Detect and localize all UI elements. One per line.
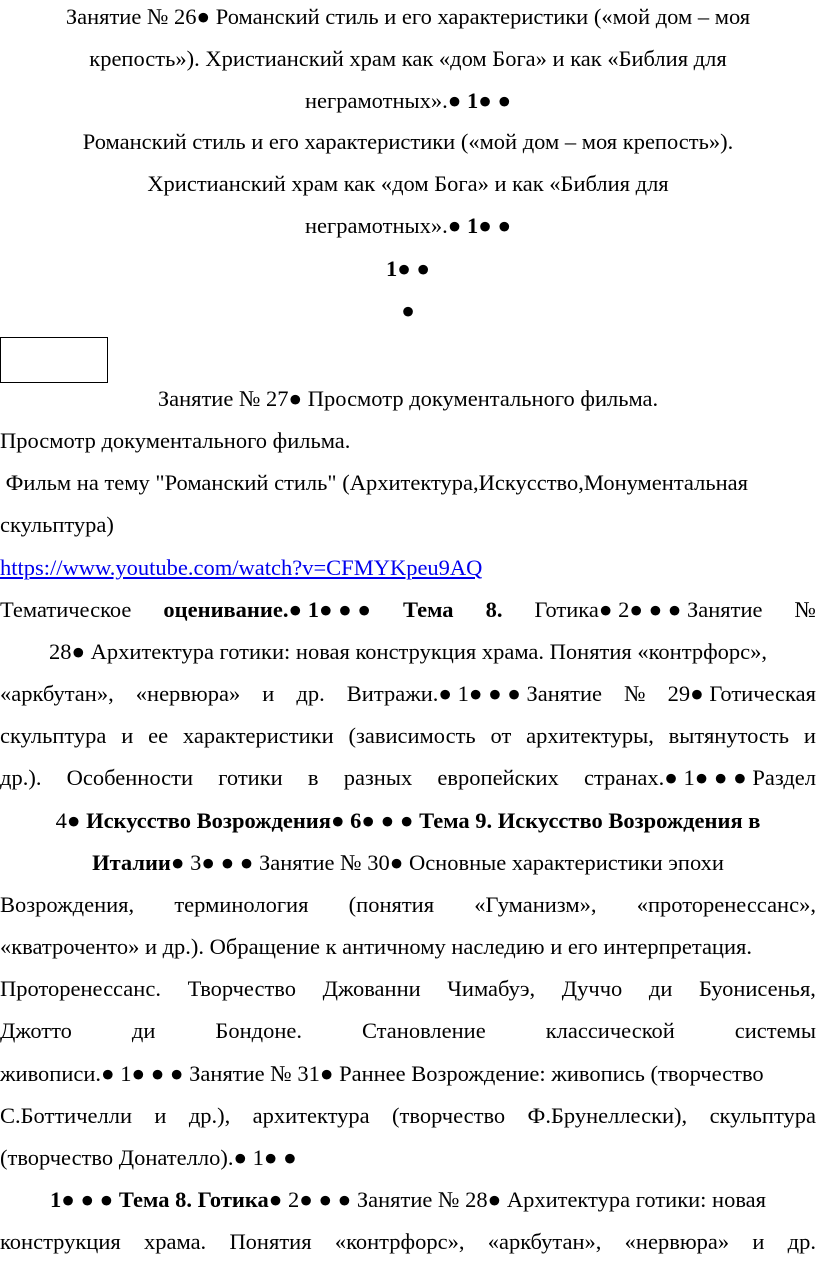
word: Витражи.● 1● ● ● Занятие: [346, 681, 603, 706]
word: характеристики: [182, 723, 334, 748]
word: и: [752, 1229, 765, 1254]
word: Дуччо: [561, 976, 623, 1001]
paragraph-line: [0, 892, 816, 918]
bullet-line: 1● ●: [385, 256, 431, 281]
word: №: [794, 597, 816, 622]
word: Проторенессанс.: [0, 976, 161, 1001]
word: Бондоне.: [215, 1018, 302, 1043]
word: «нервюра»: [135, 681, 241, 706]
romanesque-heading-line-1: Романский стиль и его характеристики («мой дом – моя крепость»).: [82, 129, 734, 154]
word: «контрфорс»,: [334, 1229, 465, 1254]
word: др.: [787, 1229, 816, 1254]
word: С.Боттичелли: [0, 1103, 133, 1128]
word: Джованни: [322, 976, 421, 1001]
text: неграмотных».: [304, 88, 448, 113]
paragraph-line: [0, 597, 816, 623]
text: неграмотных».: [304, 213, 448, 238]
text: ● 3● ● ● Занятие № 30● Основные характеристики эпохи: [170, 850, 724, 875]
word: ее: [148, 723, 169, 748]
word: странах.● 1● ● ● Раздел: [584, 765, 816, 790]
bullet-marks: ● 1● ●: [447, 213, 512, 238]
word: в: [307, 765, 319, 790]
word: от: [490, 723, 512, 748]
paragraph-line: (творчество Донателло).● 1● ●: [0, 1145, 297, 1170]
word: ди: [131, 1018, 156, 1043]
word: «нервюра»: [624, 1229, 730, 1254]
bullet-marks: 1● ● ●: [49, 1187, 119, 1212]
topic-title: Тема 9. Искусство Возрождения в: [419, 808, 761, 833]
word: Понятия: [229, 1229, 312, 1254]
word: системы: [734, 1018, 816, 1043]
topic-8-repeat-line: [0, 1187, 816, 1213]
word: др.: [296, 681, 325, 706]
paragraph-line: [0, 1018, 816, 1044]
word: (понятия: [348, 892, 435, 917]
lesson-26-title-line-1: Занятие № 26● Романский стиль и его характеристики («мой дом – моя: [65, 4, 751, 29]
bullet-marks: ● 6● ● ●: [330, 808, 420, 833]
paragraph-line: [0, 723, 816, 749]
word: (зависимость: [348, 723, 476, 748]
paragraph-line: Просмотр документального фильма.: [0, 428, 351, 453]
paragraph-line: [0, 1103, 816, 1129]
word: архитектура: [252, 1103, 370, 1128]
word: ди: [648, 976, 673, 1001]
paragraph-line: [0, 681, 816, 707]
lesson-27-title: Занятие № 27● Просмотр документального фильма.: [157, 386, 659, 411]
word: Тема: [402, 597, 454, 622]
video-link-line: [0, 555, 816, 581]
word: терминология: [174, 892, 309, 917]
paragraph-line: «кватроченто» и др.). Обращение к античному наследию и его интерпретация.: [0, 934, 752, 959]
word: и: [121, 723, 134, 748]
youtube-link[interactable]: https://www.youtube.com/watch?v=CFMYKpeu9AQ: [0, 555, 483, 580]
word: Возрождения,: [0, 892, 135, 917]
topic-9-line: [0, 850, 816, 876]
word: классической: [545, 1018, 675, 1043]
word: 29● Готическая: [667, 681, 816, 706]
word: оценивание.● 1● ● ●: [163, 597, 371, 622]
word: и: [262, 681, 275, 706]
word: европейских: [437, 765, 559, 790]
topic-title: Тема 8. Готика: [118, 1187, 269, 1212]
word: и: [154, 1103, 167, 1128]
word: Буонисенья,: [699, 976, 816, 1001]
word: «аркбутан»,: [0, 681, 114, 706]
word: Становление: [361, 1018, 486, 1043]
lesson-26-title-line-3: [0, 88, 816, 114]
paragraph-line: 28● Архитектура готики: новая конструкция храма. Понятия «контрфорс»,: [48, 639, 768, 664]
romanesque-heading-line-3: [0, 213, 816, 239]
word: вытянутость: [668, 723, 790, 748]
paragraph-line: [0, 976, 816, 1002]
section-4-heading: [0, 808, 816, 834]
lesson-26-title-line-2: крепость»). Христианский храм как «дом Бога» и как «Библия для: [89, 46, 727, 71]
word: №: [624, 681, 646, 706]
topic-title: Италии: [92, 850, 171, 875]
word: Чимабуэ,: [447, 976, 536, 1001]
bullet-line: ●: [401, 298, 415, 323]
word: Особенности: [66, 765, 194, 790]
word: Ф.Брунеллески),: [527, 1103, 688, 1128]
word: скульптура: [0, 723, 107, 748]
section-title: Искусство Возрождения: [86, 808, 331, 833]
word: конструкция: [0, 1229, 121, 1254]
film-description-line-1: Фильм на тему "Романский стиль" (Архитектура,Искусство,Монументальная: [0, 470, 748, 495]
word: «аркбутан»,: [487, 1229, 602, 1254]
word: разных: [343, 765, 413, 790]
word: др.),: [188, 1103, 231, 1128]
text: ● 2● ● ● Занятие № 28● Архитектура готики: новая: [268, 1187, 767, 1212]
paragraph-line: [0, 765, 816, 791]
romanesque-heading-line-2: Христианский храм как «дом Бога» и как «Библия для: [147, 171, 669, 196]
word: «проторенессанс»,: [636, 892, 816, 917]
word: и: [803, 723, 816, 748]
word: храма.: [144, 1229, 207, 1254]
word: др.).: [0, 765, 42, 790]
word: готики: [218, 765, 283, 790]
empty-image-frame: [0, 337, 108, 383]
paragraph-line: живописи.● 1● ● ● Занятие № 31● Раннее Возрождение: живопись (творчество: [0, 1061, 764, 1086]
word: скульптура: [709, 1103, 816, 1128]
word: 8.: [485, 597, 503, 622]
word: Готика● 2● ● ● Занятие: [534, 597, 763, 622]
film-description-line-2: скульптура): [0, 512, 114, 537]
word: Джотто: [0, 1018, 72, 1043]
bullet-marks: ● 1● ●: [447, 88, 512, 113]
word: Тематическое: [0, 597, 132, 622]
text: 4●: [55, 808, 87, 833]
paragraph-line: [0, 1229, 816, 1255]
word: (творчество: [392, 1103, 506, 1128]
word: архитектуры,: [526, 723, 654, 748]
word: «Гуманизм»,: [474, 892, 597, 917]
word: Творчество: [187, 976, 297, 1001]
